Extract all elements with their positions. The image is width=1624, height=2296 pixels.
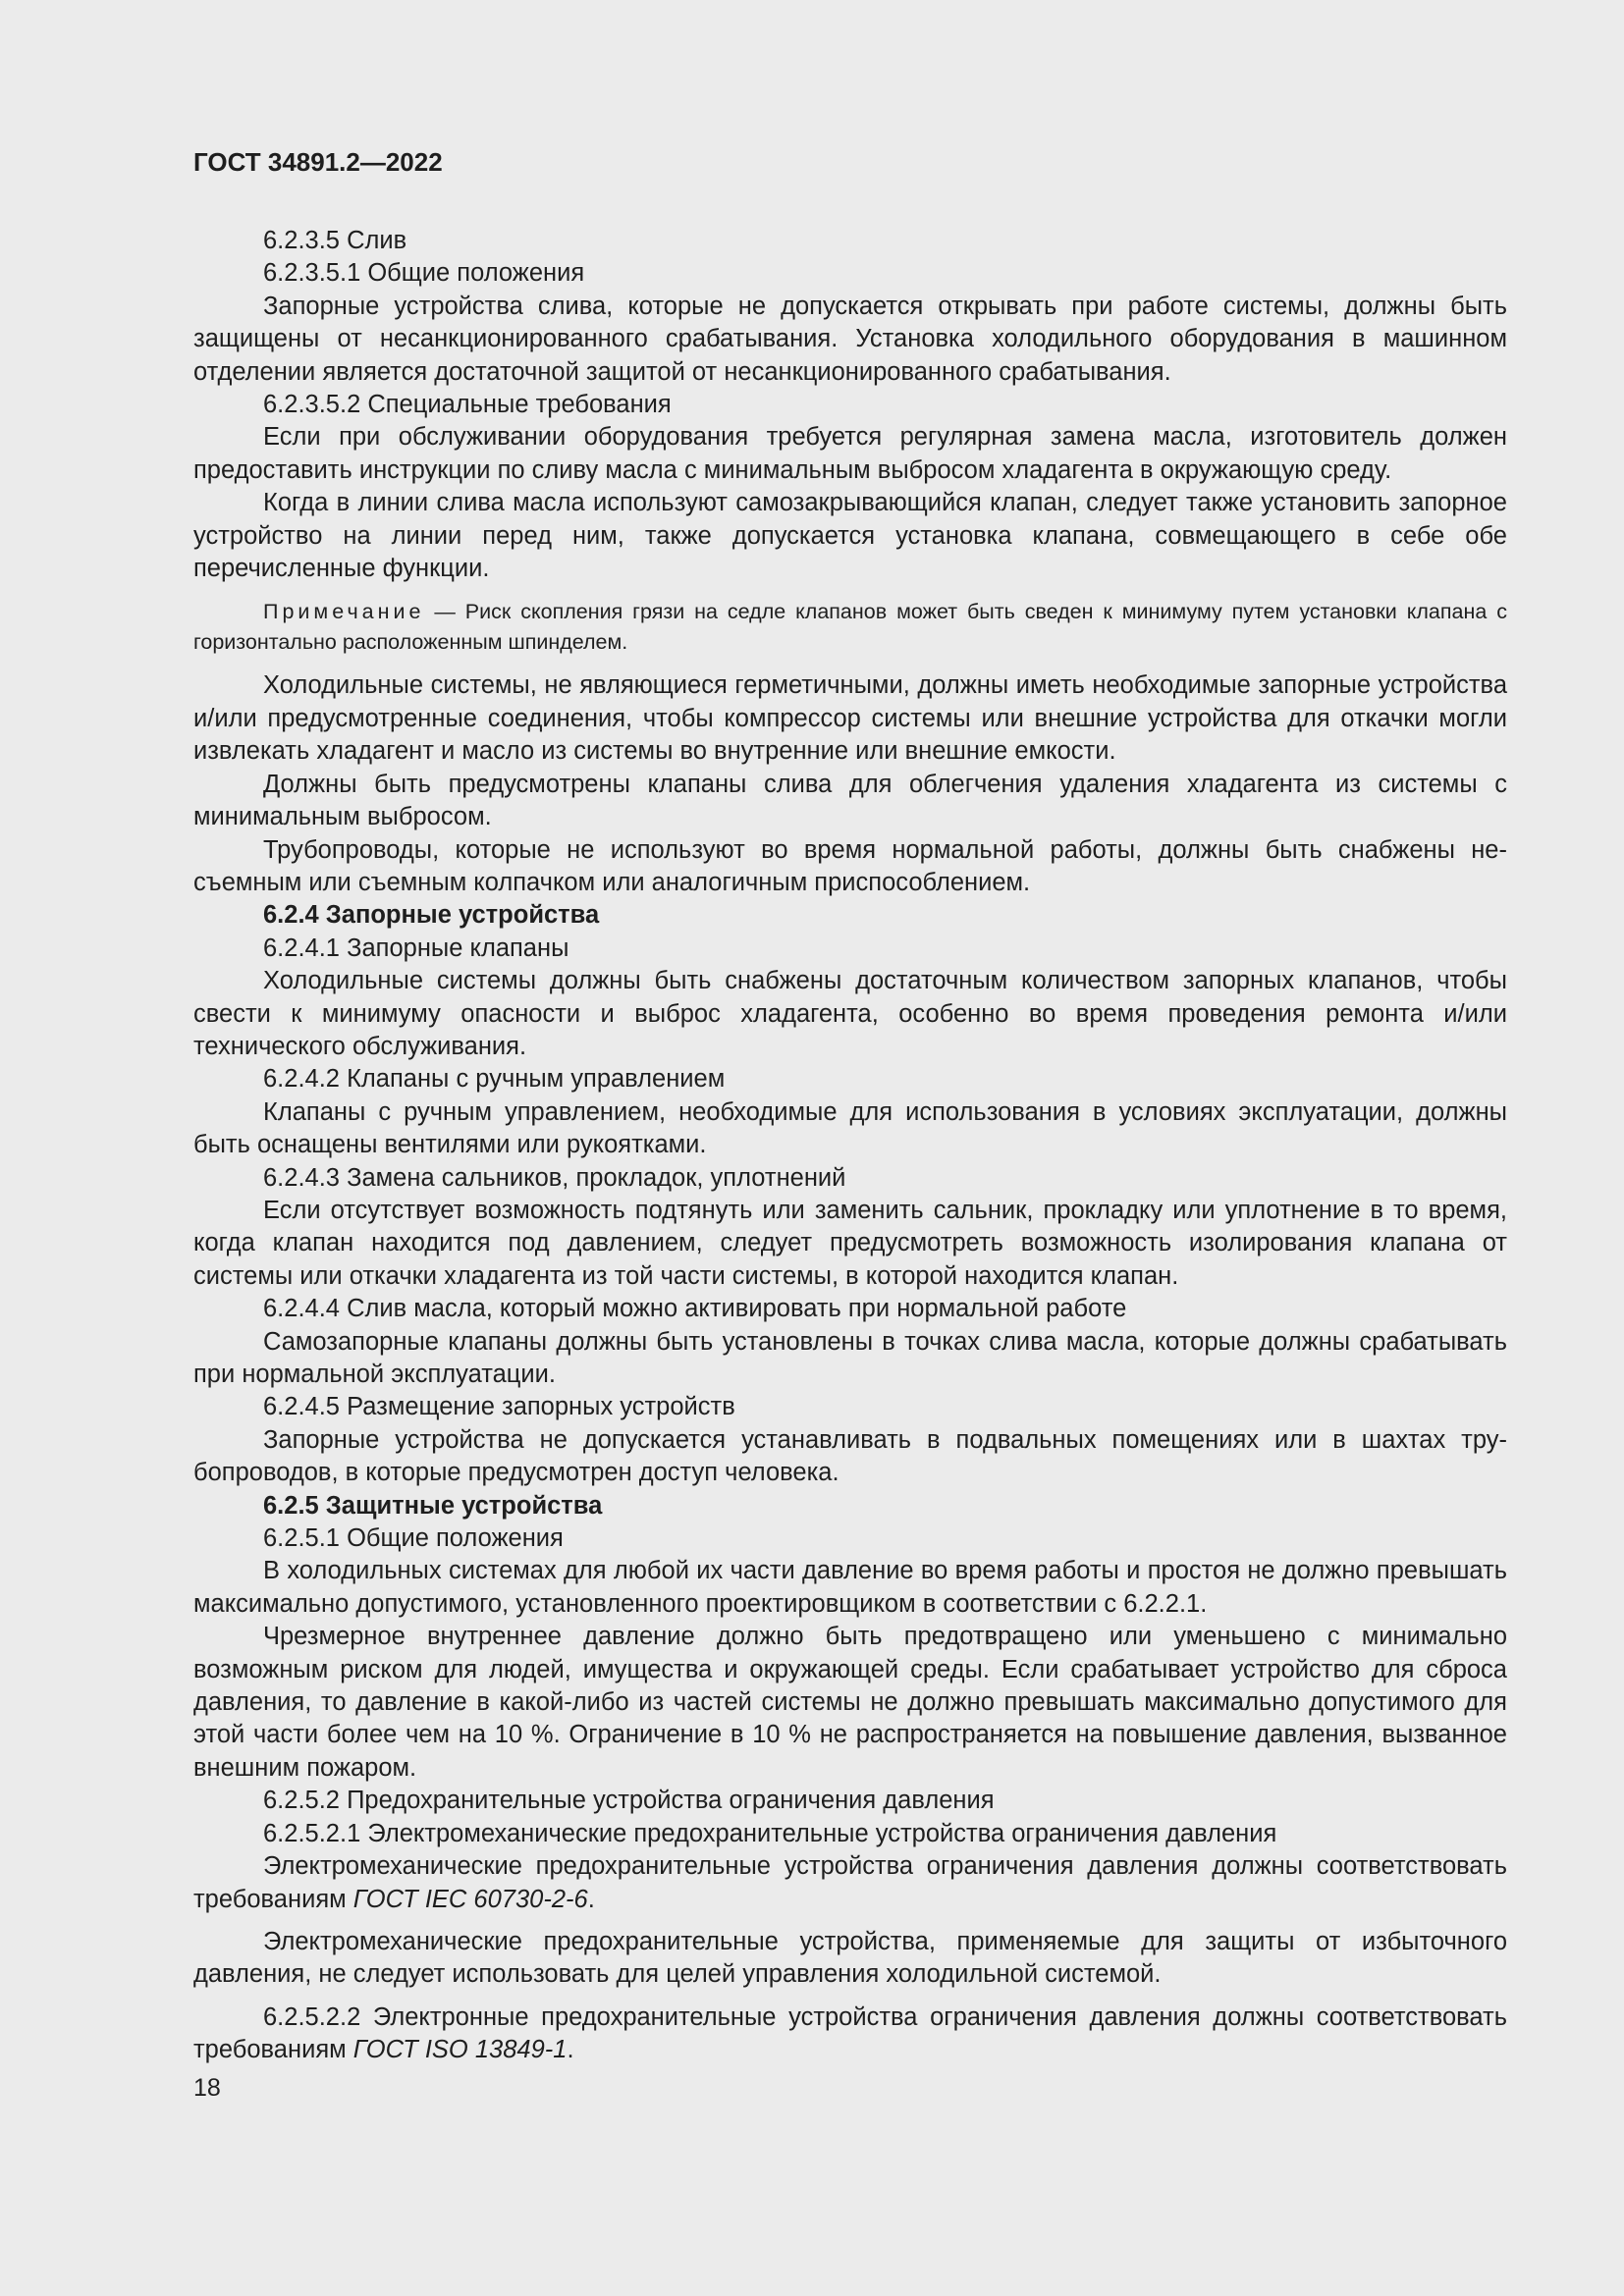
paragraph-end: . xyxy=(567,2036,574,2064)
section-6-2-5-2-2-paragraph xyxy=(193,2002,1507,2067)
paragraph: Самозапорные клапаны должны быть установлены в точках слива масла, которые должны срабатывать при нормальной эксплуатации. xyxy=(193,1327,1507,1388)
section-6-2-4-3-title: 6.2.4.3 Замена сальников, прокладок, уплотнений xyxy=(263,1163,846,1192)
paragraph: Холодильные системы должны быть снабжены достаточным количеством запорных клапанов, чтобы свести к минимуму опасности и выброс хладагента, особенно во время проведения ремонта и/или технического обслуживания. xyxy=(193,967,1507,1060)
paragraph: Должны быть предусмотрены клапаны слива для облегчения удаления хладагента из системы с минимальным выбросом. xyxy=(193,770,1507,831)
document-page xyxy=(193,145,1507,2067)
paragraph: Трубопроводы, которые не используют во время нормальной работы, должны быть снабжены несъемным или съемным колпачком или аналогичным приспособлением. xyxy=(193,835,1507,896)
paragraph: Если отсутствует возможность подтянуть или заменить сальник, прокладку или уплотнение в то время, когда клапан находится под давлением, следует предусмотреть возможность изолирования клапана от системы или откачки хладагента из той части системы, в которой находится клапан. xyxy=(193,1196,1507,1290)
paragraph: Электромеханические предохранительные устройства, применяемые для защиты от избыточного давления, не следует использовать для целей управления холодильной системой. xyxy=(193,1927,1507,1989)
paragraph: Запорные устройства не допускается устанавливать в подвальных помещениях или в шахтах трубопроводов, в которые предусмотрен доступ человека. xyxy=(193,1425,1507,1487)
note xyxy=(193,597,1507,658)
paragraph: Холодильные системы, не являющиеся герметичными, должны иметь необходимые запорные устройства и/или предусмотренные соединения, чтобы компрессор системы или внешние устройства для откачки могли извлекать хладагент и масло из системы во внутренние или внешние емкости. xyxy=(193,671,1507,766)
section-6-2-5-title: 6.2.5 Защитные устройства xyxy=(263,1491,603,1520)
document-header: ГОСТ 34891.2—2022 xyxy=(193,147,443,177)
paragraph-end: . xyxy=(587,1885,595,1913)
section-6-2-3-5-2-title: 6.2.3.5.2 Специальные требования xyxy=(263,391,672,419)
note-label: Примечание xyxy=(263,600,425,624)
section-6-2-4-2-title: 6.2.4.2 Клапаны с ручным управлением xyxy=(263,1065,726,1094)
section-6-2-3-5-title: 6.2.3.5 Слив xyxy=(263,227,407,254)
note-text: — Риск скопления грязи на седле клапанов может быть сведен к минимуму путем установки клапана с горизонтально расположенным шпинделем. xyxy=(193,600,1507,655)
section-6-2-4-title: 6.2.4 Запорные устройства xyxy=(263,901,600,930)
standard-reference: ГОСТ IEC 60730-2-6 xyxy=(352,1885,588,1913)
paragraph xyxy=(193,1850,1507,1916)
standard-reference: ГОСТ ISO 13849-1 xyxy=(352,2036,568,2064)
section-6-2-4-5-title: 6.2.4.5 Размещение запорных устройств xyxy=(263,1393,735,1421)
paragraph-text: Электромеханические предохранительные устройства ограничения давления должны соответствовать требованиям xyxy=(193,1852,1507,1913)
page-number: 18 xyxy=(193,2074,221,2102)
section-6-2-5-1-title: 6.2.5.1 Общие положения xyxy=(263,1524,564,1553)
section-6-2-5-2-title: 6.2.5.2 Предохранительные устройства ограничения давления xyxy=(263,1787,995,1815)
paragraph: Запорные устройства слива, которые не допускается открывать при работе системы, должны быть защищены от несанкционированного срабатывания. Установка холодильного оборудования в машинном отделении является достаточной защитой от несанкционированного срабатывания. xyxy=(193,292,1507,386)
paragraph: Клапаны с ручным управлением, необходимые для использования в условиях эксплуатации, должны быть оснащены вентилями или рукоятками. xyxy=(193,1097,1507,1159)
section-6-2-3-5-1-title: 6.2.3.5.1 Общие положения xyxy=(263,259,585,288)
paragraph: Чрезмерное внутреннее давление должно быть предотвращено или уменьшено с минимально возможным риском для людей, имущества и окружающей среды. Если срабатывает устройство для сброса давления, то давление в какой-либо из частей системы не должно превышать максимально допустимого для этой части более чем на 10 %. Ограничение в 10 % не распространяется на повышение давления, вызванное внешним пожаром. xyxy=(193,1623,1507,1782)
paragraph: Если при обслуживании оборудования требуется регулярная замена масла, изготовитель должен предоставить инструкции по сливу масла с минимальным выбросом хладагента в окружающую среду. xyxy=(193,423,1507,484)
paragraph: Когда в линии слива масла используют самозакрывающийся клапан, следует также установить запорное устройство на линии перед ним, также допускается установка клапана, совмещающего в себе обе перечисленные функции. xyxy=(193,489,1507,583)
paragraph: В холодильных системах для любой их части давление во время работы и простоя не должно превышать максимально допустимого, установленного проектировщиком в соответствии с 6.2.2.1. xyxy=(193,1557,1507,1618)
paragraph-text: 6.2.5.2.2 Электронные предохранительные устройства ограничения давления должны соответствовать требованиям xyxy=(193,2002,1507,2064)
section-6-2-4-4-title: 6.2.4.4 Слив масла, который можно активировать при нормальной работе xyxy=(263,1295,1127,1323)
section-6-2-5-2-1-title: 6.2.5.2.1 Электромеханические предохранительные устройства ограничения давления xyxy=(263,1819,1277,1847)
section-6-2-4-1-title: 6.2.4.1 Запорные клапаны xyxy=(263,934,569,962)
